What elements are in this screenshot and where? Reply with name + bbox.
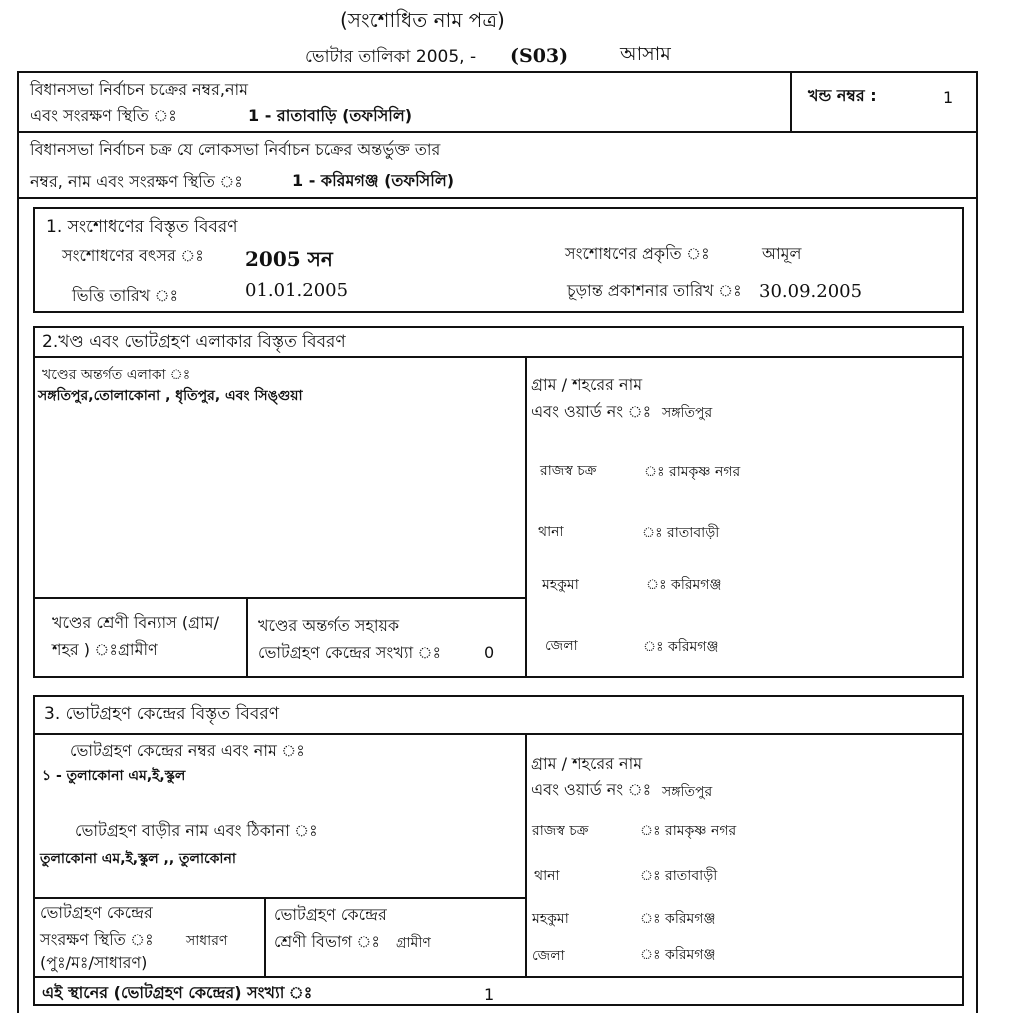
aux-value: 0: [484, 643, 495, 662]
divider: [33, 976, 964, 978]
aux-line2: ভোটগ্রহণ কেন্দ্রের সংখ্যা ঃ: [258, 643, 442, 662]
count-value: 1: [484, 985, 495, 1004]
ac-label-line1: বিধানসভা নির্বাচন চক্রের নম্বর,নাম: [30, 80, 249, 99]
divider: [525, 356, 527, 678]
nature-label: সংশোধণের প্রকৃতি ঃ: [565, 244, 710, 263]
thana-value-3: ঃ রাতাবাড়ী: [640, 868, 718, 884]
state-name: আসাম: [620, 43, 671, 65]
ps-label: ভোটগ্রহণ কেন্দ্রের নম্বর এবং নাম ঃ: [70, 741, 305, 760]
thana-value: ঃ রাতাবাড়ী: [642, 525, 720, 541]
thana-label: থানা: [538, 524, 564, 540]
pc-label-line2: নম্বর, নাম এবং সংরক্ষণ স্থিতি ঃ: [30, 172, 243, 191]
cat-line2: শ্রেণী বিভাগ ঃ: [274, 932, 380, 951]
part-label: খন্ড নম্বর :: [808, 86, 877, 105]
ward-label-3: এবং ওয়ার্ড নং ঃ: [531, 780, 652, 799]
base-date-label: ভিত্তি তারিখ ঃ: [72, 286, 179, 305]
res-line2: সংরক্ষণ স্থিতি ঃ: [40, 930, 154, 949]
thana-label-3: থানা: [534, 868, 560, 884]
ac-value: 1 - রাতাবাড়ি (তফসিলি): [248, 106, 413, 125]
pc-label-line1: বিধানসভা নির্বাচন চক্র যে লোকসভা নির্বাচন চক্রের অন্তর্ভুক্ত তার: [30, 140, 441, 159]
divider: [17, 197, 978, 199]
pc-value: 1 - করিমগঞ্জ (তফসিলি): [292, 171, 455, 190]
year-value: 2005 সন: [245, 247, 333, 271]
cat-value: গ্রামীণ: [396, 935, 431, 951]
section3-heading: 3. ভোটগ্রহণ কেন্দ্রের বিস্তৃত বিবরণ: [44, 704, 279, 724]
document-title: (সংশোধিত নাম পত্র): [340, 8, 505, 32]
section2-heading: 2.খণ্ড এবং ভোটগ্রহণ এলাকার বিস্তৃত বিবরণ: [42, 332, 346, 352]
revenue-value: ঃ রামকৃষ্ণ নগর: [644, 464, 741, 480]
area-value: সঙ্গতিপুর,তোলাকোনা , ধৃতিপুর, এবং সিঙ্গুয়া: [38, 388, 303, 404]
divider: [790, 71, 792, 133]
subdiv-value: ঃ করিমগঞ্জ: [646, 577, 722, 593]
revenue-value-3: ঃ রামকৃষ্ণ নগর: [640, 823, 737, 839]
cat-line1: ভোটগ্রহণ কেন্দ্রের: [274, 905, 387, 924]
bldg-label: ভোটগ্রহণ বাড়ীর নাম এবং ঠিকানা ঃ: [75, 821, 318, 840]
revenue-label: রাজস্ব চক্র: [540, 463, 597, 479]
section1-heading: 1. সংশোধণের বিস্তৃত বিবরণ: [46, 217, 238, 237]
roll-code: (S03): [510, 45, 569, 67]
res-line1: ভোটগ্রহণ কেন্দ্রের: [40, 903, 153, 922]
village-label: গ্রাম / শহরের নাম: [531, 375, 643, 394]
divider: [525, 733, 527, 978]
ps-value: ১ - তুলাকোনা এম,ই,স্কুল: [42, 768, 186, 784]
count-label: এই স্থানের (ভোটগ্রহণ কেন্দ্রের) সংখ্যা ঃ: [42, 983, 313, 1002]
divider: [264, 897, 266, 978]
ac-label-line2: এবং সংরক্ষণ স্থিতি ঃ: [30, 106, 177, 125]
divider: [33, 733, 964, 735]
divider: [17, 131, 978, 133]
subdiv-label-3: মহকুমা: [532, 911, 569, 927]
divider: [33, 356, 964, 358]
bldg-value: তুলাকোনা এম,ই,স্কুল ,, তুলাকোনা: [40, 851, 236, 867]
area-label: খণ্ডের অন্তর্গত এলাকা ঃ: [42, 367, 191, 383]
village-label-3: গ্রাম / শহরের নাম: [531, 754, 643, 773]
subdiv-value-3: ঃ করিমগঞ্জ: [640, 911, 716, 927]
category-line2: শহর ) ঃগ্রামীণ: [52, 640, 158, 659]
category-line1: খণ্ডের শ্রেণী বিন্যাস (গ্রাম/: [52, 613, 219, 632]
divider: [246, 597, 248, 678]
final-pub-value: 30.09.2005: [759, 281, 863, 302]
divider: [33, 597, 527, 599]
nature-value: আমূল: [762, 244, 802, 263]
ward-value-3: সঙ্গতিপুর: [662, 784, 713, 800]
district-label: জেলা: [545, 638, 578, 654]
divider: [33, 897, 527, 899]
aux-line1: খণ্ডের অন্তর্গত সহায়ক: [258, 616, 400, 635]
ward-label: এবং ওয়ার্ড নং ঃ: [531, 402, 652, 421]
final-pub-label: চূড়ান্ত প্রকাশনার তারিখ ঃ: [567, 281, 742, 300]
district-label-3: জেলা: [532, 948, 565, 964]
res-line3: (পুঃ/মঃ/সাধারণ): [40, 953, 148, 972]
part-value: 1: [943, 88, 954, 107]
district-value-3: ঃ করিমগঞ্জ: [640, 947, 716, 963]
roll-prefix: ভোটার তালিকা 2005, -: [305, 47, 477, 67]
base-date-value: 01.01.2005: [245, 280, 349, 301]
ward-value: সঙ্গতিপুর: [662, 405, 713, 421]
district-value: ঃ করিমগঞ্জ: [643, 639, 719, 655]
revenue-label-3: রাজস্ব চক্র: [532, 823, 589, 839]
year-label: সংশোধণের বৎসর ঃ: [62, 246, 204, 265]
subdiv-label: মহকুমা: [542, 577, 579, 593]
res-value: সাধারণ: [186, 933, 228, 949]
